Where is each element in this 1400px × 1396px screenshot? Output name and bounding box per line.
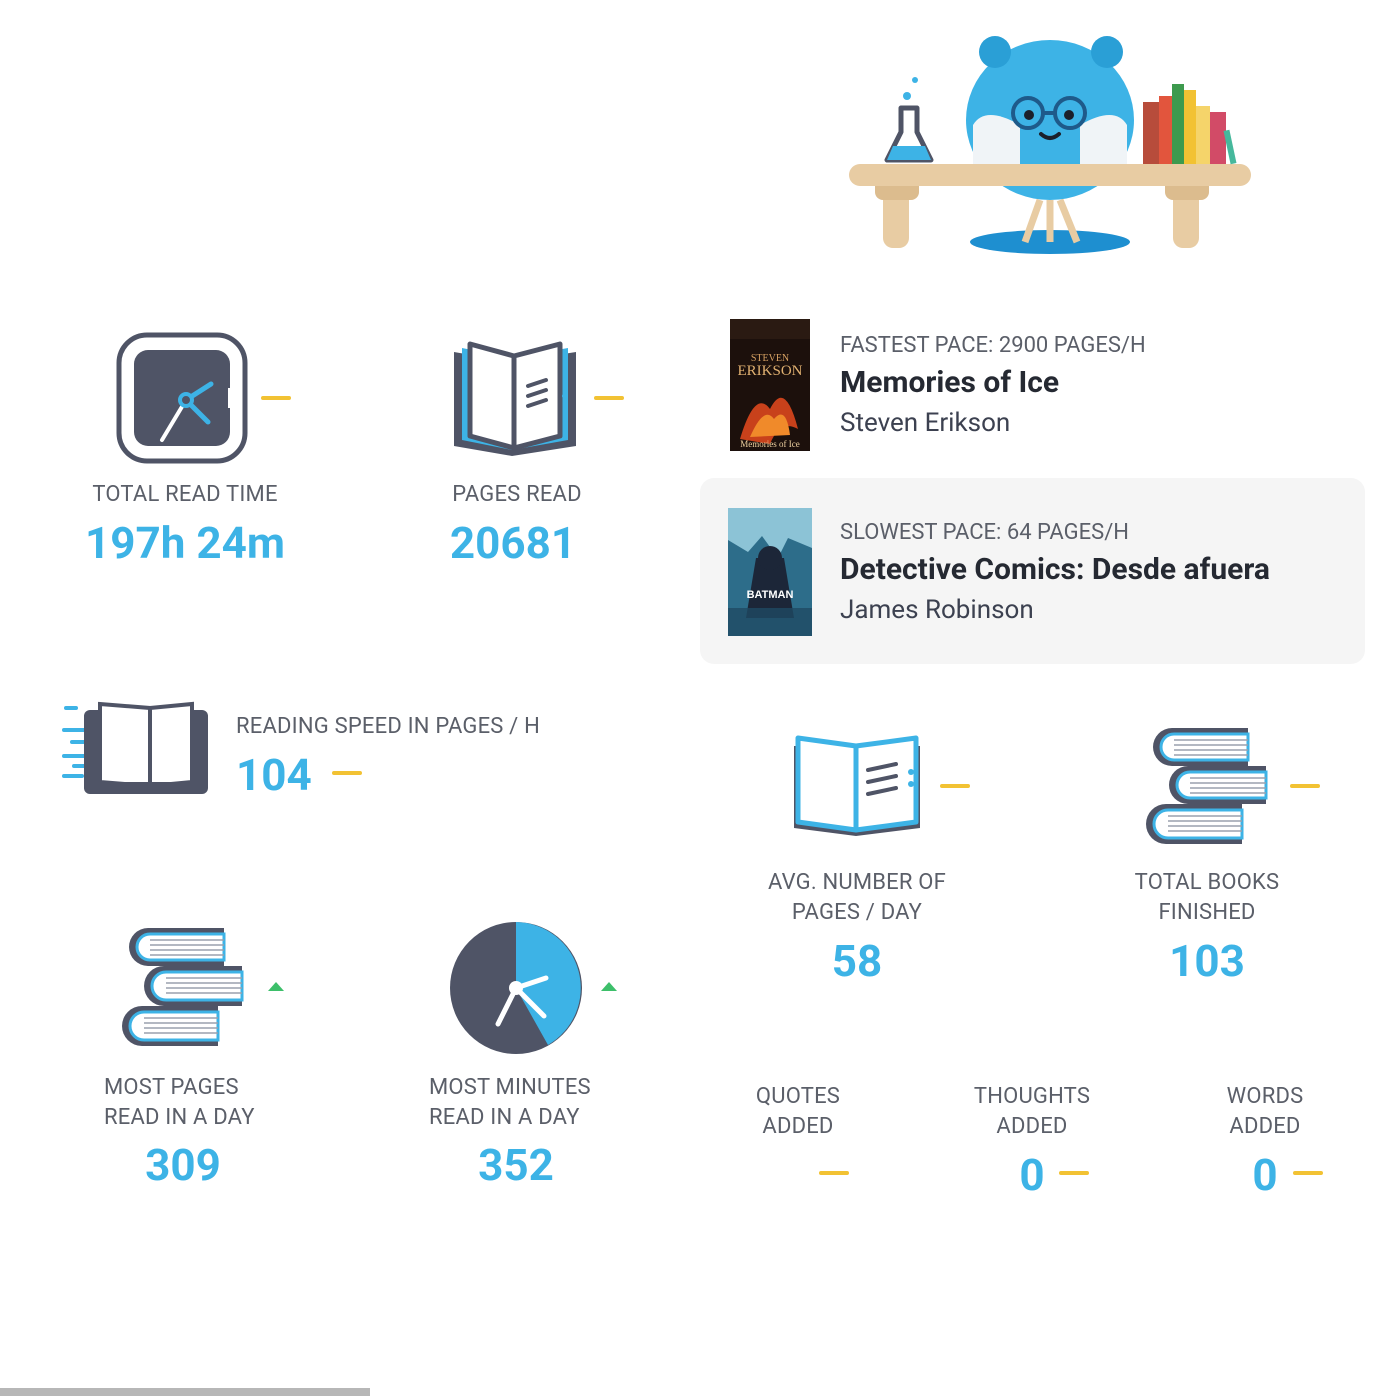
reading-speed-value: 104: [236, 749, 312, 801]
stat-label-line: WORDS: [1226, 1084, 1304, 1109]
pages-read-value: 20681: [449, 517, 577, 569]
stat-label-line: READ IN A DAY: [104, 1105, 255, 1130]
stat-label: [730, 868, 984, 928]
book-author: James Robinson: [840, 595, 1034, 625]
fast-reading-book-icon: [60, 700, 212, 800]
cover-text: ERIKSON: [737, 363, 803, 379]
stat-label-line: FINISHED: [1158, 900, 1256, 925]
book-title: Detective Comics: Desde afuera: [840, 552, 1270, 587]
book-title: Memories of Ice: [840, 365, 1060, 400]
stat-label-line: ADDED: [996, 1114, 1068, 1139]
most-pages-day-value: 309: [145, 1139, 221, 1191]
stat-label-line: PAGES / DAY: [791, 900, 923, 925]
trend-dash: [594, 396, 624, 400]
trend-dash: [1290, 784, 1320, 788]
stat-label: [1082, 868, 1332, 928]
total-read-time-value: 197h 24m: [85, 517, 285, 569]
stat-label: READING SPEED IN PAGES / H: [236, 714, 541, 739]
trend-dash: [1293, 1171, 1323, 1175]
trend-up-icon: [268, 982, 284, 991]
cover-text: Memories of Ice: [740, 439, 800, 449]
words-added-value: 0: [1252, 1149, 1278, 1201]
stat-label: [932, 1082, 1132, 1142]
book-cover-memories-of-ice: [730, 319, 810, 451]
clock-pie-icon: [448, 920, 584, 1056]
trend-dash: [1059, 1171, 1089, 1175]
trend-dash: [940, 784, 970, 788]
cover-text: BATMAN: [746, 589, 794, 601]
pace-label: SLOWEST PACE: 64 PAGES/H: [840, 520, 1129, 545]
open-book-icon: [790, 732, 924, 838]
stat-label: [698, 1082, 898, 1142]
most-minutes-day-value: 352: [478, 1139, 554, 1191]
trend-up-icon: [601, 982, 617, 991]
stat-label-line: MOST PAGES: [104, 1075, 239, 1100]
book-cover-detective-comics: [728, 508, 812, 636]
stat-label-line: MOST MINUTES: [429, 1075, 591, 1100]
trend-dash: [261, 396, 291, 400]
book-author: Steven Erikson: [840, 408, 1011, 438]
stat-label: TOTAL READ TIME: [92, 482, 278, 507]
stat-label-line: ADDED: [762, 1114, 834, 1139]
stat-label: [1165, 1082, 1365, 1142]
trend-dash: [819, 1171, 849, 1175]
stat-label-line: TOTAL BOOKS: [1134, 870, 1280, 895]
pace-label: FASTEST PACE: 2900 PAGES/H: [840, 333, 1146, 358]
stat-label-line: AVG. NUMBER OF: [767, 870, 947, 895]
stat-label-line: QUOTES: [755, 1084, 841, 1109]
stat-label: [429, 1073, 591, 1133]
book-stack-icon: [1144, 724, 1270, 848]
timer-icon: [116, 332, 250, 464]
stat-label-line: THOUGHTS: [973, 1084, 1091, 1109]
avg-pages-day-value: 58: [831, 935, 883, 987]
stat-label: PAGES READ: [452, 482, 582, 507]
stat-label-line: READ IN A DAY: [429, 1105, 580, 1130]
total-books-finished-value: 103: [1169, 935, 1245, 987]
fastest-pace-card[interactable]: [700, 300, 1365, 475]
stat-label: [104, 1073, 255, 1133]
horizontal-scrollbar[interactable]: [0, 1388, 370, 1396]
thoughts-added-value: 0: [1019, 1149, 1045, 1201]
open-book-icon: [448, 340, 584, 460]
cover-text: STEVEN: [750, 353, 790, 364]
mascot-illustration: [845, 30, 1255, 260]
stat-label-line: ADDED: [1229, 1114, 1301, 1139]
slowest-pace-card[interactable]: [700, 478, 1365, 664]
trend-dash: [332, 771, 362, 775]
book-stack-icon: [120, 924, 246, 1050]
